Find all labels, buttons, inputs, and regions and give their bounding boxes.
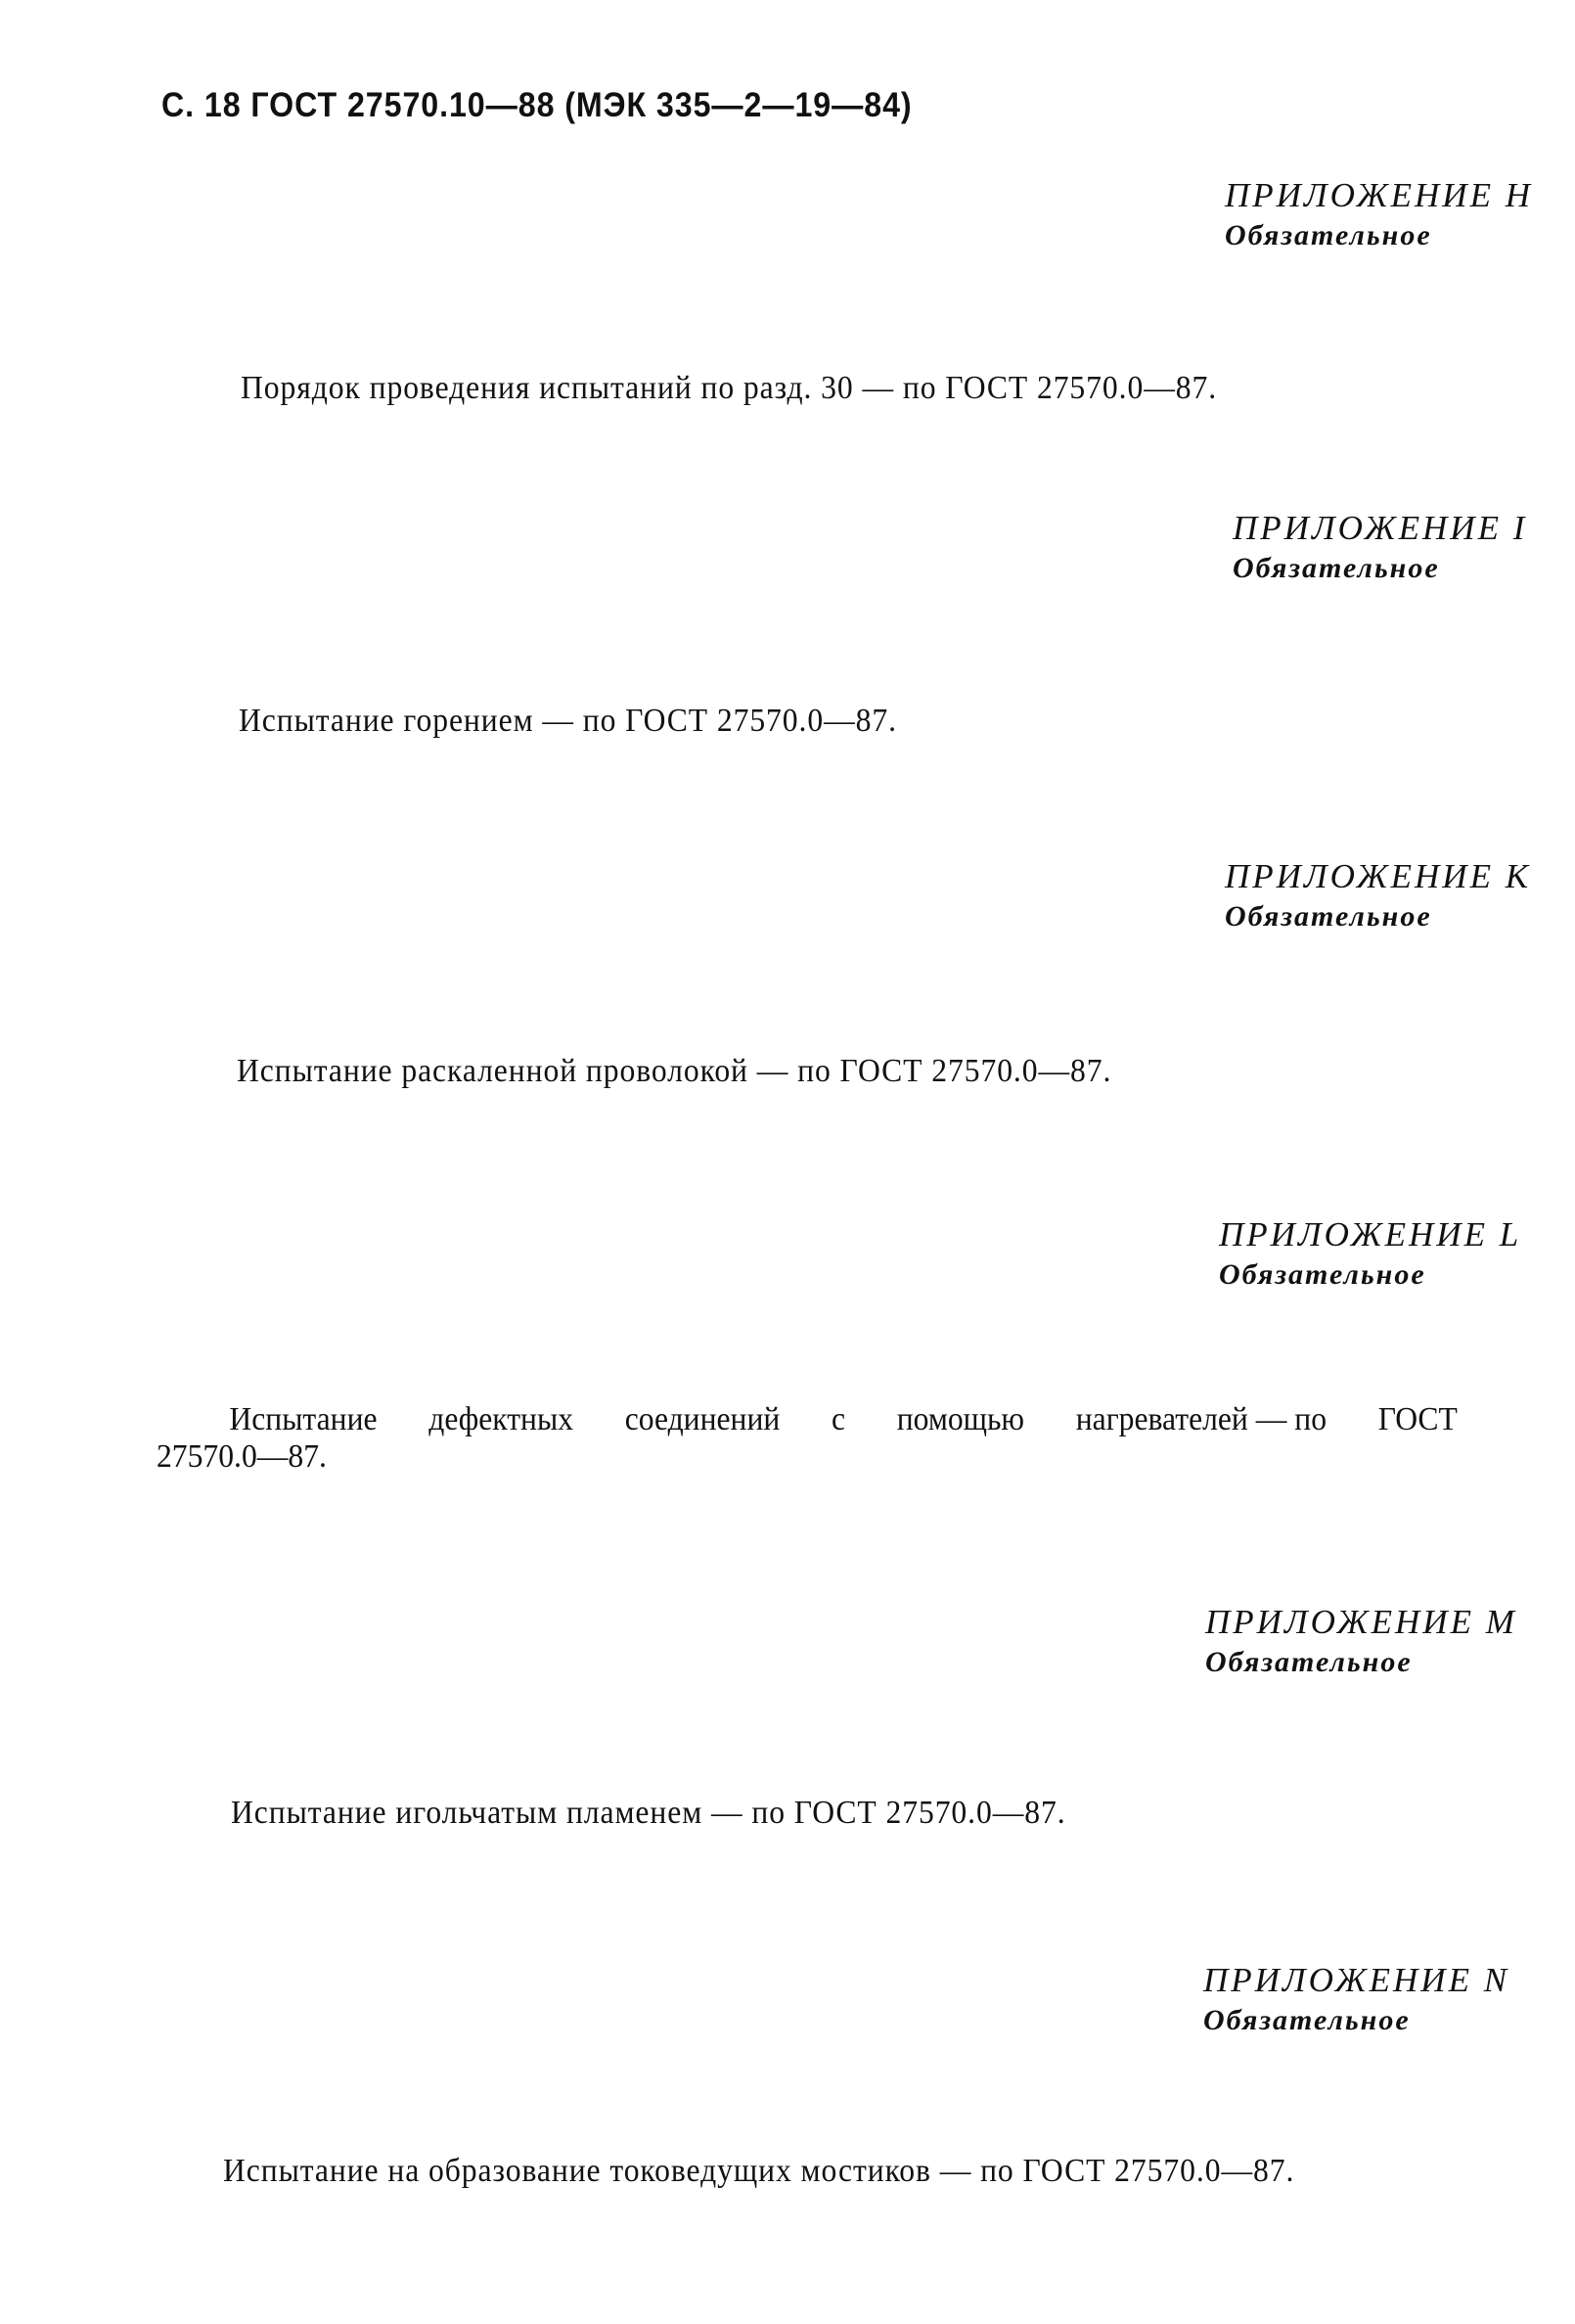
appendix-status: Обязательное [1219, 1258, 1426, 1291]
appendix-title: ПРИЛОЖЕНИЕ К [1225, 857, 1531, 895]
appendix-h-heading [1225, 174, 1533, 254]
appendix-title: ПРИЛОЖЕНИЕ L [1219, 1215, 1522, 1253]
word: помощью [896, 1401, 1025, 1437]
word: дефектных [428, 1401, 574, 1437]
appendix-l-text [157, 1401, 1536, 1476]
appendix-i-heading [1233, 507, 1527, 587]
page-header: С. 18 ГОСТ 27570.10—88 (МЭК 335—2—19—84) [161, 86, 913, 124]
appendix-status: Обязательное [1205, 1646, 1413, 1678]
appendix-k-heading [1225, 855, 1531, 935]
paragraph-line-1 [157, 1401, 1458, 1438]
word: соединений [624, 1401, 781, 1437]
appendix-n-heading [1203, 1959, 1509, 2039]
word: с [831, 1401, 846, 1437]
appendix-title: ПРИЛОЖЕНИЕ I [1233, 509, 1528, 547]
appendix-m-heading [1205, 1601, 1517, 1681]
appendix-i-text: Испытание горением — по ГОСТ 27570.0—87. [239, 703, 897, 739]
word: Испытание [229, 1401, 378, 1437]
appendix-status: Обязательное [1203, 2004, 1411, 2036]
appendix-status: Обязательное [1233, 552, 1440, 584]
appendix-l-heading [1219, 1213, 1521, 1294]
appendix-status: Обязательное [1225, 219, 1432, 251]
appendix-title: ПРИЛОЖЕНИЕ N [1203, 1961, 1510, 1999]
paragraph-line-2: 27570.0—87. [157, 1438, 327, 1475]
appendix-status: Обязательное [1225, 900, 1432, 933]
appendix-m-text: Испытание игольчатым пламенем — по ГОСТ 27570.0—87. [231, 1795, 1066, 1831]
appendix-h-text: Порядок проведения испытаний по разд. 30 — по ГОСТ 27570.0—87. [241, 370, 1218, 406]
word: ГОСТ [1377, 1401, 1458, 1437]
appendix-title: ПРИЛОЖЕНИЕ М [1205, 1603, 1517, 1641]
appendix-k-text: Испытание раскаленной проволокой — по ГОСТ 27570.0—87. [237, 1053, 1112, 1089]
appendix-n-text: Испытание на образование токоведущих мостиков — по ГОСТ 27570.0—87. [223, 2153, 1295, 2189]
appendix-title: ПРИЛОЖЕНИЕ H [1225, 176, 1533, 214]
word: нагревателей — по [1075, 1401, 1328, 1437]
